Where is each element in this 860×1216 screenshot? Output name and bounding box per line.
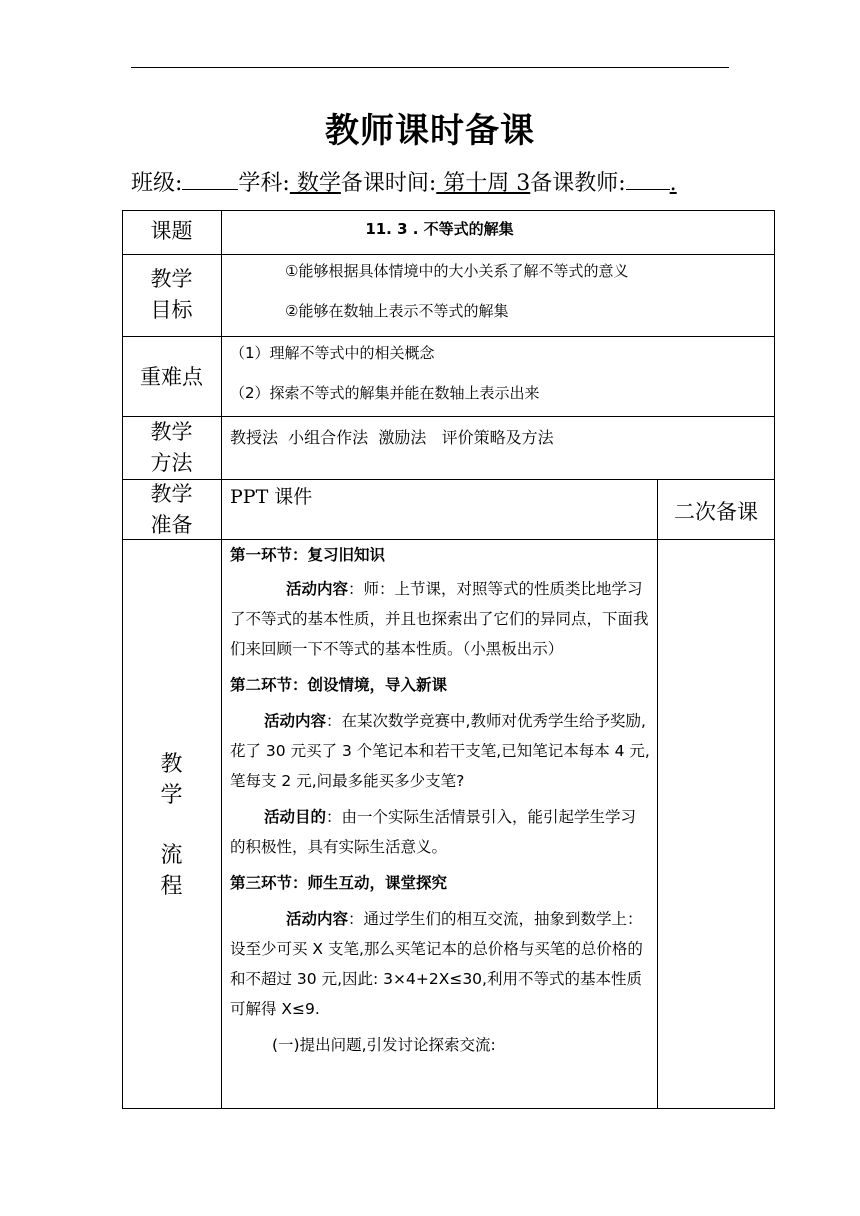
class-blank [182, 167, 238, 190]
prep-value: PPT 课件 [230, 486, 313, 508]
time-label: 备课时间: [340, 171, 437, 196]
goals-label-line1: 教学 [150, 267, 193, 291]
topic-label: 课题 [150, 219, 193, 243]
section3-activity [230, 904, 650, 1024]
flow-label-char-1: 教 [160, 752, 183, 777]
flow-label-char-4: 程 [160, 874, 183, 899]
section3-subheading: (一)提出问题,引发讨论探索交流: [272, 1036, 496, 1054]
method-label-line2: 方法 [150, 451, 193, 475]
flow-label-a [122, 749, 221, 811]
topic-value: 11. 3 . 不等式的解集 [365, 220, 514, 238]
meta-line [131, 166, 677, 197]
teacher-label: 备课教师: [530, 171, 626, 196]
section1-title: 第一环节：复习旧知识 [230, 546, 386, 564]
s2-activity-text: ：在某次数学竞赛中,教师对优秀学生给予奖励,花了 30 元买了 3 个笔记本和若干支笔,已知笔记本每本 4 元,笔每支 2 元,问最多能买多少支笔? [230, 712, 650, 790]
flow-label-char-3: 流 [160, 843, 183, 868]
flow-content [230, 540, 650, 1060]
s2-goal-label: 活动目的 [264, 808, 327, 826]
goal-item-2: ②能够在数轴上表示不等式的解集 [285, 302, 509, 320]
goals-label [122, 264, 221, 326]
subject-value: 数学 [289, 171, 341, 196]
section2-goal [230, 802, 650, 862]
method-value: 教授法 小组合作法 激励法 评价策略及方法 [230, 428, 554, 447]
time-value: 第十周 3 [436, 171, 531, 196]
lesson-table [122, 210, 775, 1109]
subject-label: 学科: [238, 171, 290, 196]
section2-title: 第二环节：创设情境，导入新课 [230, 676, 448, 694]
teacher-end: . [669, 171, 677, 196]
key-item-2: （2）探索不等式的解集并能在数轴上表示出来 [230, 384, 540, 402]
s3-activity-label: 活动内容 [286, 910, 349, 928]
section2-activity [230, 706, 650, 796]
teacher-blank [626, 167, 670, 190]
prep-label [122, 479, 221, 541]
s1-activity-text: ：师：上节课，对照等式的性质类比地学习了不等式的基本性质，并且也探索出了它们的异同点，下面我们来回顾一下不等式的基本性质。（小黑板出示） [230, 580, 649, 658]
class-label: 班级: [131, 171, 183, 196]
key-item-1: （1）理解不等式中的相关概念 [230, 344, 435, 362]
flow-label-char-2: 学 [160, 783, 183, 808]
method-label [122, 417, 221, 479]
prep-label-line2: 准备 [150, 513, 193, 537]
s2-activity-label: 活动内容 [264, 712, 327, 730]
flow-label-b [122, 840, 221, 902]
s3-activity-text: ：通过学生们的相互交流，抽象到数学上：设至少可买 X 支笔,那么买笔记本的总价格与买笔的总价格的和不超过 30 元,因此: 3×4+2X≤30,利用不等式的基本性质可解得 X≤9. [230, 910, 643, 1018]
section3-title: 第三环节：师生互动，课堂探究 [230, 874, 448, 892]
s1-activity-label: 活动内容 [286, 580, 349, 598]
section1-activity [230, 574, 650, 664]
method-label-line1: 教学 [150, 420, 193, 444]
goals-label-line2: 目标 [150, 298, 193, 322]
s2-goal-text: ：由一个实际生活情景引入，能引起学生学习的积极性，具有实际生活意义。 [230, 808, 637, 856]
page-title: 教师课时备课 [325, 111, 535, 151]
key-label: 重难点 [140, 365, 203, 389]
second-prep-header: 二次备课 [674, 500, 758, 524]
header-rule [131, 67, 729, 68]
prep-label-line1: 教学 [150, 482, 193, 506]
goal-item-1: ①能够根据具体情境中的大小关系了解不等式的意义 [285, 262, 629, 280]
